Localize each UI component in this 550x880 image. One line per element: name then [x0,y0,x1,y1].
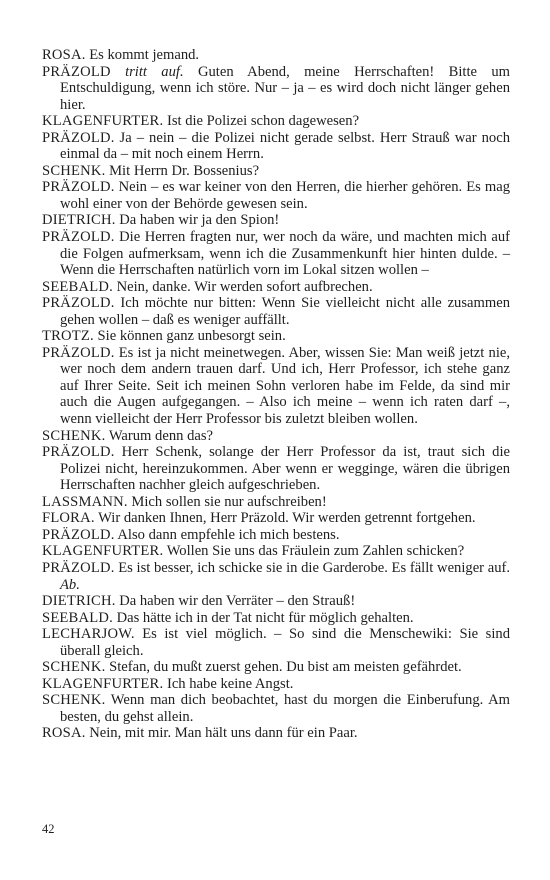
speaker-name: PRÄZOLD. [42,129,115,146]
speech-text: Da haben wir ja den Spion! [115,212,280,229]
speaker-name: ROSA. [42,725,86,742]
speech-text: Ja – nein – die Polizei nicht gerade selbst. Herr Strauß war noch einmal da – mit noch einem Herrn. [60,129,510,163]
speech-text: Mit Herrn Dr. Bossenius? [105,162,260,179]
speech-line [42,676,510,693]
speech-line [42,345,510,428]
speech-line [42,212,510,229]
speaker-name: PRÄZOLD. [42,344,115,361]
page-number: 42 [42,822,55,836]
speaker-name: KLAGENFURTER. [42,543,164,560]
speaker-name: ROSA. [42,47,86,63]
speaker-name: PRÄZOLD. [42,526,115,543]
speech-line [42,610,510,627]
speaker-name: TROTZ. [42,328,94,345]
speech-line [42,444,510,494]
speech-text: Da haben wir den Verräter – den Strauß! [115,593,356,610]
speaker-name: PRÄZOLD [42,63,111,80]
speech-line [42,47,510,64]
speech-text: Wir danken Ihnen, Herr Präzold. Wir werden getrennt fortgehen. [94,510,476,527]
speaker-name: PRÄZOLD. [42,229,115,246]
speaker-name: DIETRICH. [42,593,116,610]
speech-text: Sie können ganz unbesorgt sein. [93,328,286,345]
speaker-name: SCHENK. [42,162,106,179]
speaker-name: FLORA. [42,510,95,527]
speech-text: Warum denn das? [105,427,214,444]
speech-text: Wenn man dich beobachtet, hast du morgen die Einberufung. Am besten, du gehst allein. [60,692,510,725]
speech-text: Es ist ja nicht meinetwegen. Aber, wissen Sie: Man weiß jetzt nie, wer noch dem andern trauen darf. Und ich, Herr Professor, ich stehe ganz auf Ihrer Seite. Seit ich meinen Sohn verloren habe im Felde, da sind mir auch die Augen aufgegangen. – Also ich meine – wenn ich raten darf –, wenn vielleicht der Herr Professor bis zuletzt bleiben wollen. [60,344,510,428]
speech-text: Also dann empfehle ich mich bestens. [114,526,340,543]
page-text [42,47,510,742]
speech-line [42,229,510,279]
speech-line [42,64,510,114]
speech-line [42,725,510,742]
speech-text: Herr Schenk, solange der Herr Professor da ist, traut sich die Polizei nicht, hereinzukommen. Aber wenn er wegginge, wären die übrigen Herrschaften nachher gleich aufgeschrieben. [60,444,510,494]
speaker-name: PRÄZOLD. [42,179,115,196]
speech-line [42,179,510,212]
speaker-name: PRÄZOLD. [42,559,115,576]
speaker-name: LECHARJOW. [42,626,135,643]
speech-text: Es ist viel möglich. – So sind die Menschewiki: Sie sind überall gleich. [60,626,510,659]
speech-text: Es ist besser, ich schicke sie in die Garderobe. Es fällt weniger auf. [114,559,510,576]
speech-text: Ich habe keine Angst. [163,675,294,692]
speaker-name: SEEBALD. [42,278,113,295]
stage-direction: Ab. [60,576,80,593]
speech-line [42,543,510,560]
speech-line [42,328,510,345]
speaker-name: SCHENK. [42,692,106,709]
speaker-name: SCHENK. [42,427,106,444]
speech-text: Stefan, du mußt zuerst gehen. Du bist am meisten gefährdet. [105,659,462,676]
speech-line [42,494,510,511]
speaker-name: SEEBALD. [42,609,113,626]
speech-text: Das hätte ich in der Tat nicht für möglich gehalten. [112,609,414,626]
stage-direction: tritt auf. [125,63,184,80]
speech-line [42,560,510,593]
speech-line [42,659,510,676]
speech-text: Nein, mit mir. Man hält uns dann für ein Paar. [85,725,358,742]
speech-text: Wollen Sie uns das Fräulein zum Zahlen schicken? [163,543,465,560]
speech-line [42,113,510,130]
speaker-name: LASSMANN. [42,493,128,510]
speaker-name: PRÄZOLD. [42,295,115,312]
speech-line [42,527,510,544]
speech-text: Nein, danke. Wir werden sofort aufbrechen. [112,278,373,295]
speech-text: Nein – es war keiner von den Herren, die hierher gehören. Es mag wohl einer von der Behörde gewesen sein. [60,179,510,212]
speaker-name: SCHENK. [42,659,106,676]
speech-line [42,279,510,296]
speaker-name: KLAGENFURTER. [42,675,164,692]
speaker-name: PRÄZOLD. [42,444,115,461]
speech-text: Guten Abend, meine Herrschaften! Bitte um Entschuldigung, wenn ich störe. Nur – ja – es wird doch nicht länger gehen hier. [60,63,511,113]
speaker-name: KLAGENFURTER. [42,113,164,130]
speech-line [42,692,510,725]
speech-line [42,163,510,180]
speech-line [42,510,510,527]
speech-line [42,593,510,610]
speech-line [42,428,510,445]
speaker-name: DIETRICH. [42,212,116,229]
speech-line [42,295,510,328]
speech-line [42,130,510,163]
speech-line [42,626,510,659]
speech-text: Die Herren fragten nur, wer noch da wäre, und machten mich auf die Folgen aufmerksam, wenn ich die Zusammenkunft hier hinten dulde. – Wenn die Herrschaften natürlich vorn im Lokal sitzen wollen – [60,229,510,279]
speech-text: Ist die Polizei schon dagewesen? [163,113,360,130]
speech-text: Es kommt jemand. [85,47,200,63]
speech-text: Ich möchte nur bitten: Wenn Sie vielleicht nicht alle zusammen gehen wollen – daß es weniger auffällt. [60,295,510,328]
speech-text: Mich sollen sie nur aufschreiben! [127,493,327,510]
